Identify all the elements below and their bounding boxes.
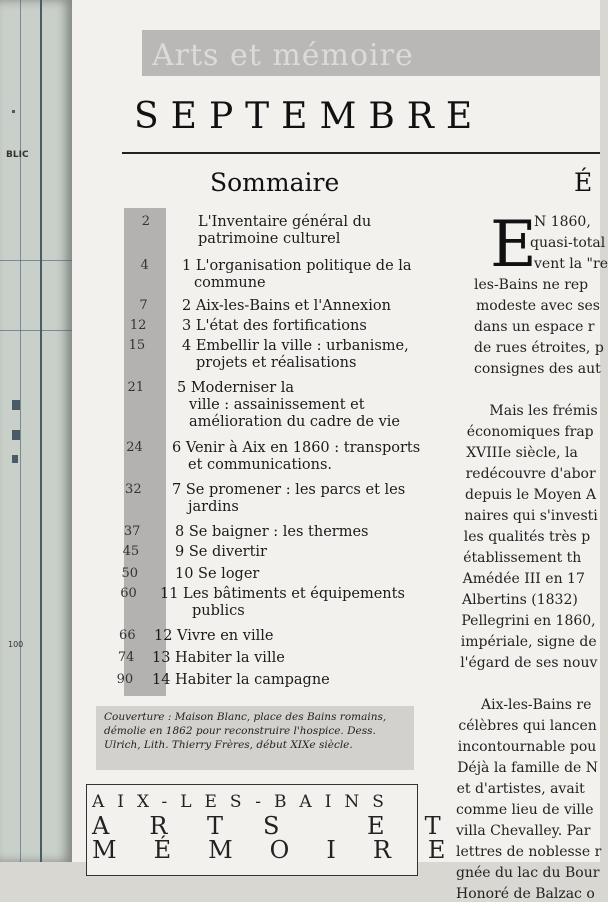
article-text-line: Amédée III en 17 bbox=[462, 571, 585, 587]
toc-entry-title: 9 Se divertir bbox=[175, 544, 267, 560]
article-title-fragment: É bbox=[574, 168, 593, 197]
toc-page-number: 66 bbox=[119, 628, 136, 643]
article-text-line: lettres de noblesse r bbox=[456, 844, 602, 860]
toc-entry-title: et communications. bbox=[188, 457, 333, 473]
article-text-line: les-Bains ne rep bbox=[474, 277, 589, 293]
drop-cap: E bbox=[490, 208, 537, 282]
article-text-line: et d'artistes, avait bbox=[456, 781, 585, 797]
toc-entry-title: 10 Se loger bbox=[175, 566, 260, 582]
article-text-line: de rues étroites, p bbox=[474, 340, 604, 356]
toc-page-number: 2 bbox=[141, 214, 150, 229]
map-road-line bbox=[40, 0, 42, 862]
toc-entry-title: 2 Aix-les-Bains et l'Annexion bbox=[182, 298, 391, 314]
month-title: SEPTEMBRE bbox=[134, 96, 485, 137]
toc-entry-title: projets et réalisations bbox=[196, 355, 357, 371]
map-building bbox=[12, 455, 18, 463]
toc-entry-title: 7 Se promener : les parcs et les bbox=[172, 482, 406, 498]
toc-entry-title: 8 Se baigner : les thermes bbox=[175, 524, 369, 540]
toc-entry-title: 14 Habiter la campagne bbox=[152, 672, 330, 688]
article-text-line: Pellegrini en 1860, bbox=[461, 613, 596, 629]
toc-page-number: 90 bbox=[116, 672, 134, 687]
sommaire-heading: Sommaire bbox=[210, 168, 340, 197]
article-text-line: dans un espace r bbox=[474, 319, 595, 335]
article-text-line: les qualités très p bbox=[463, 529, 591, 545]
article-text-line: naires qui s'investi bbox=[464, 508, 598, 524]
article-text-line: Aix-les-Bains re bbox=[481, 697, 592, 713]
article-text-line: quasi-total bbox=[530, 235, 606, 251]
toc-entry-title: amélioration du cadre de vie bbox=[189, 414, 400, 430]
map-road-line bbox=[0, 260, 72, 261]
toc-page-number: 4 bbox=[140, 258, 149, 273]
article-text-line: économiques frap bbox=[466, 424, 594, 440]
article-text-line: l'égard de ses nouv bbox=[460, 655, 598, 671]
toc-entry-title: 1 L'organisation politique de la bbox=[182, 258, 412, 274]
toc-page-number: 15 bbox=[128, 338, 146, 353]
article-text-line: célèbres qui lancen bbox=[458, 718, 597, 734]
toc-entry-title: 3 L'état des fortifications bbox=[182, 318, 367, 334]
toc-entry-title: 11 Les bâtiments et équipements bbox=[160, 586, 405, 602]
toc-entry-title: L'Inventaire général du bbox=[198, 214, 372, 230]
series-line-3: MÉMOIRE bbox=[92, 836, 483, 864]
map-building bbox=[12, 430, 20, 440]
article-text-line: impériale, signe de bbox=[460, 634, 597, 650]
toc-entry-title: 6 Venir à Aix en 1860 : transports bbox=[172, 440, 421, 456]
map-label-small: 100 bbox=[8, 640, 24, 649]
series-line-2: ARTS ET bbox=[92, 812, 481, 840]
article-text-line: Honoré de Balzac o bbox=[456, 886, 595, 902]
map-building bbox=[12, 400, 20, 410]
toc-page-number: 74 bbox=[117, 650, 135, 665]
toc-entry-title: patrimoine culturel bbox=[198, 231, 341, 247]
divider bbox=[122, 152, 600, 154]
map-road-line bbox=[0, 330, 72, 331]
article-text-line: vent la "re bbox=[534, 256, 608, 272]
left-page-map bbox=[0, 0, 72, 862]
article-text-line: modeste avec ses bbox=[476, 298, 600, 314]
magazine-page bbox=[72, 0, 608, 902]
toc-page-number: 21 bbox=[127, 380, 144, 395]
toc-entry-title: 5 Moderniser la bbox=[177, 380, 295, 396]
cover-caption: Couverture : Maison Blanc, place des Bains romains, démolie en 1862 pour reconstruire l'hospice. Dess. Ulrich, Lith. Thierry Frères, début XIXe siècle. bbox=[104, 711, 387, 751]
article-text-line: Déjà la famille de N bbox=[457, 760, 599, 776]
toc-entry-title: 13 Habiter la ville bbox=[152, 650, 285, 666]
article-text-line: XVIIIe siècle, la bbox=[466, 445, 578, 461]
toc-page-number: 37 bbox=[123, 524, 141, 539]
toc-page-number: 50 bbox=[121, 566, 138, 581]
article-text-line: villa Chevalley. Par bbox=[456, 823, 591, 839]
article-text-line: incontournable pou bbox=[457, 739, 597, 755]
section-title: Arts et mémoire bbox=[152, 38, 414, 73]
article-text-line: établissement th bbox=[463, 550, 582, 566]
toc-page-number: 7 bbox=[139, 298, 148, 313]
map-label: BLIC bbox=[6, 150, 29, 160]
toc-page-number: 45 bbox=[122, 544, 140, 559]
article-text-line: consignes des aut bbox=[474, 361, 601, 377]
article-text-line: redécouvre d'abor bbox=[465, 466, 596, 482]
article-text-line: Albertins (1832) bbox=[462, 592, 578, 608]
toc-page-number: 32 bbox=[125, 482, 142, 497]
toc-entry-title: commune bbox=[194, 275, 266, 291]
map-road-line bbox=[20, 0, 21, 862]
toc-entry-title: publics bbox=[192, 603, 245, 619]
toc-page-number: 12 bbox=[129, 318, 147, 333]
series-line-1: AIX-LES-BAINS bbox=[92, 792, 397, 812]
article-text-line: comme lieu de ville bbox=[456, 802, 594, 818]
toc-entry-title: jardins bbox=[188, 499, 239, 515]
article-text-line: N 1860, bbox=[534, 214, 591, 230]
article-text-line: gnée du lac du Bour bbox=[456, 865, 600, 881]
toc-page-number: 24 bbox=[126, 440, 143, 455]
map-building bbox=[12, 110, 15, 113]
article-text-line: depuis le Moyen A bbox=[465, 487, 597, 503]
toc-page-number: 60 bbox=[120, 586, 137, 601]
toc-entry-title: 4 Embellir la ville : urbanisme, bbox=[182, 338, 409, 354]
article-text-line: Mais les frémis bbox=[489, 403, 598, 419]
toc-entry-title: ville : assainissement et bbox=[189, 397, 365, 413]
toc-entry-title: 12 Vivre en ville bbox=[154, 628, 274, 644]
